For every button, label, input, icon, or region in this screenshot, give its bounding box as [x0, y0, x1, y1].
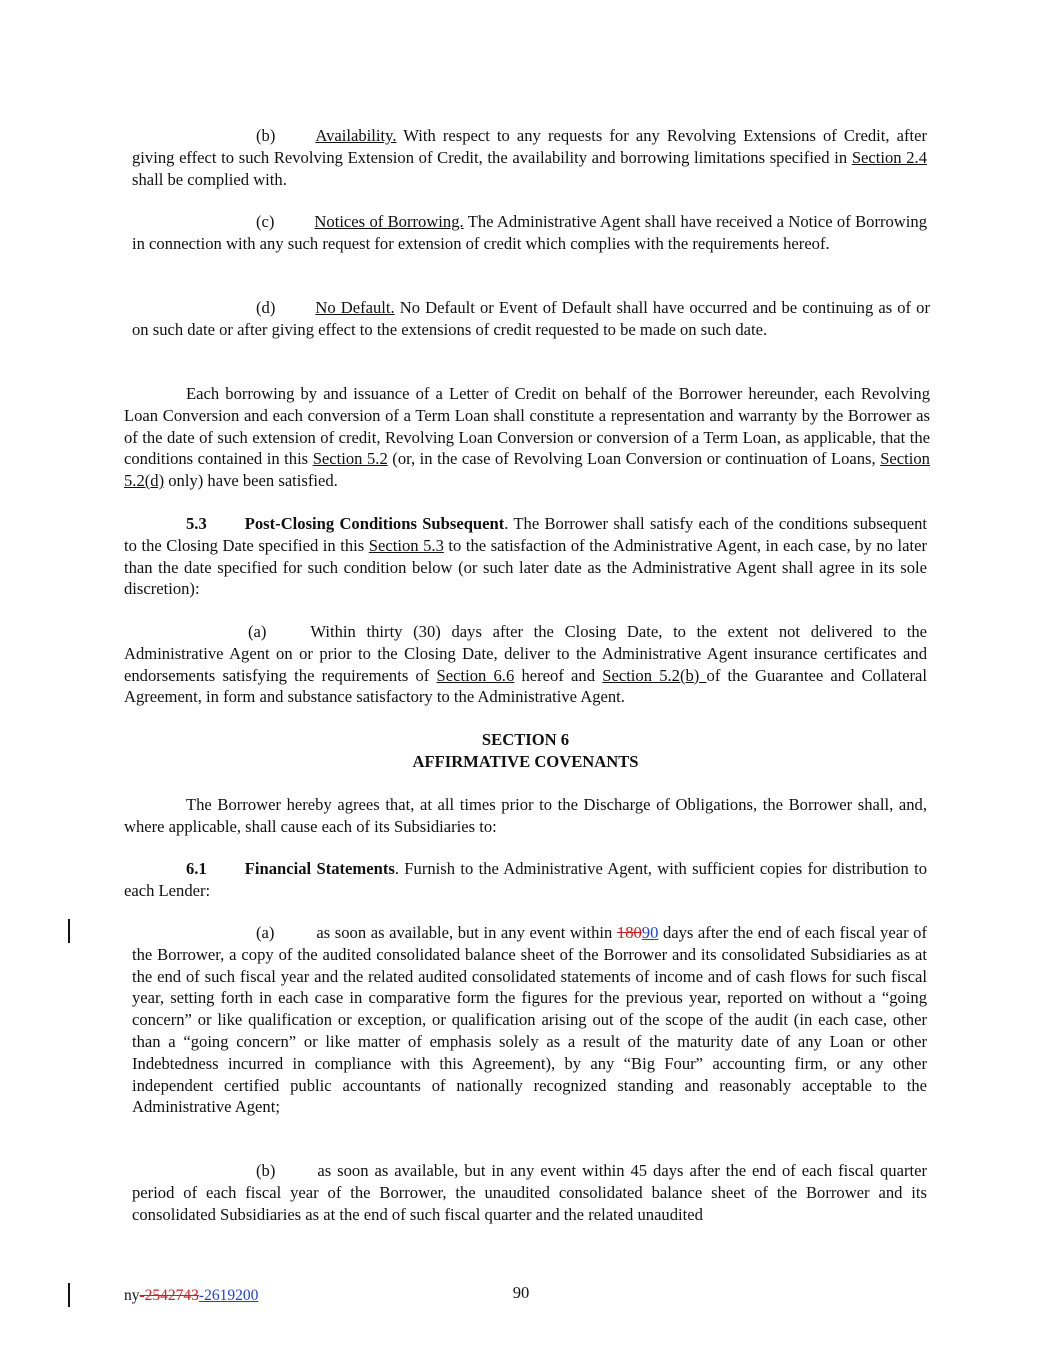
paragraph-heading: Availability. — [315, 126, 397, 145]
paragraph-5-3-a: (a) Within thirty (30) days after the Closing Date, to the extent not delivered to the Administrative Agent on or prior to the Closing Date, deliver to the Administrative Agent insurance certificates and endorsements satisfying the requirements of Section 6.6 hereof and Section 5.2(b) of the Guarantee and Collateral Agreement, in form and substance satisfactory to the Administrative Agent. — [124, 622, 928, 707]
paragraph-5-2-c: (c) Notices of Borrowing. The Administrative Agent shall have received a Notice of Borrowing in connection with any such request for extension of credit which complies with the requirements hereof. — [132, 212, 927, 253]
paragraph-number: (c) — [256, 212, 275, 231]
paragraph-each-borrowing: Each borrowing by and issuance of a Letter of Credit on behalf of the Borrower hereunder, each Revolving Loan Conversion and each conversion of a Term Loan shall constitute a representation and warranty by the Borrower as of the date of such extension of credit, Revolving Loan Conversion or conversion of a Term Loan, as applicable, that the conditions contained in this Section 5.2 (or, in the case of Revolving Loan Conversion or continuation of Loans, Section 5.2(d) only) have been satisfied. — [124, 384, 930, 491]
footer-document-id — [124, 1286, 258, 1306]
paragraph-5-2-d: (d) No Default. No Default or Event of Default shall have occurred and be continuing as of or on such date or after giving effect to the extensions of credit requested to be made on such date. — [132, 298, 931, 339]
change-bar — [68, 919, 70, 943]
section-6-heading — [124, 729, 927, 773]
section-reference: Section 6.6 — [436, 665, 515, 685]
section-reference: Section 5.2(b) — [602, 665, 707, 685]
paragraph-6-1-b: (b) as soon as available, but in any event within 45 days after the end of each fiscal quarter period of each fiscal year of the Borrower, the unaudited consolidated balance sheet of the Borrower and its consolidated Subsidiaries as at the end of such fiscal quarter and the related unaudited — [132, 1161, 927, 1224]
doc-id-prefix: ny — [124, 1287, 140, 1304]
paragraph-number: (b) — [256, 1161, 276, 1180]
paragraph-number: (a) — [256, 923, 275, 942]
paragraph-number: (d) — [256, 298, 276, 317]
section-reference: Section 2.4 — [851, 147, 927, 167]
section-heading: Post-Closing Conditions Subsequent — [244, 514, 505, 533]
change-bar — [68, 1283, 70, 1307]
inserted-text: 90 — [641, 923, 659, 942]
section-reference: Section 5.2 — [312, 449, 388, 469]
paragraph-number: (b) — [256, 126, 276, 145]
section-number: 5.3 — [186, 514, 207, 533]
section-title-line2: AFFIRMATIVE COVENANTS — [412, 751, 639, 771]
paragraph-section-6-intro: The Borrower hereby agrees that, at all times prior to the Discharge of Obligations, the Borrower shall, and, where applicable, shall cause each of its Subsidiaries to: — [124, 795, 927, 836]
paragraph-heading: No Default. — [315, 298, 395, 317]
section-number: 6.1 — [186, 859, 207, 878]
inserted-doc-id: -2619200 — [198, 1287, 259, 1304]
section-reference: Section 5.2(d) — [124, 449, 930, 491]
paragraph-heading: Notices of Borrowing. — [314, 212, 464, 231]
paragraph-5-3: 5.3 Post-Closing Conditions Subsequent. The Borrower shall satisfy each of the conditions subsequent to the Closing Date specified in this Section 5.3 to the satisfaction of the Administrative Agent, in each case, by no later than the date specified for such condition below (or such later date as the Administrative Agent shall agree in its sole discretion): — [124, 514, 927, 599]
paragraph-number: (a) — [248, 622, 267, 641]
paragraph-6-1: 6.1 Financial Statements. Furnish to the Administrative Agent, with sufficient copies for distribution to each Lender: — [124, 859, 927, 900]
page-number: 90 — [512, 1283, 530, 1302]
deleted-doc-id: -2542743 — [139, 1287, 199, 1304]
deleted-text: 180 — [616, 923, 642, 942]
section-heading: Financial Statements — [244, 859, 395, 878]
paragraph-5-2-b: (b) Availability. With respect to any requests for any Revolving Extensions of Credit, after giving effect to such Revolving Extension of Credit, the availability and borrowing limitations specified in Section 2.4 shall be complied with. — [132, 126, 927, 189]
section-reference: Section 5.3 — [368, 535, 444, 555]
paragraph-6-1-a: (a) as soon as available, but in any event within 18090 days after the end of each fiscal year of the Borrower, a copy of the audited consolidated balance sheet of the Borrower and its consolidated Subsidiaries as at the end of such fiscal year and the related audited consolidated statements of income and of cash flows for such fiscal year, setting forth in each case in comparative form the figures for the previous year, reported on without a “going concern” or like qualification or exception, or qualification arising out of the scope of the audit (in each case, other than a “going concern” or like matter of emphasis solely as a result of the maturity date of any Loan or other Indebtedness incurred in compliance with this Agreement), by any “Big Four” accounting firm, or any other independent certified public accountants of nationally recognized standing and reasonably acceptable to the Administrative Agent; — [132, 923, 927, 1117]
section-title-line1: SECTION 6 — [481, 730, 570, 749]
